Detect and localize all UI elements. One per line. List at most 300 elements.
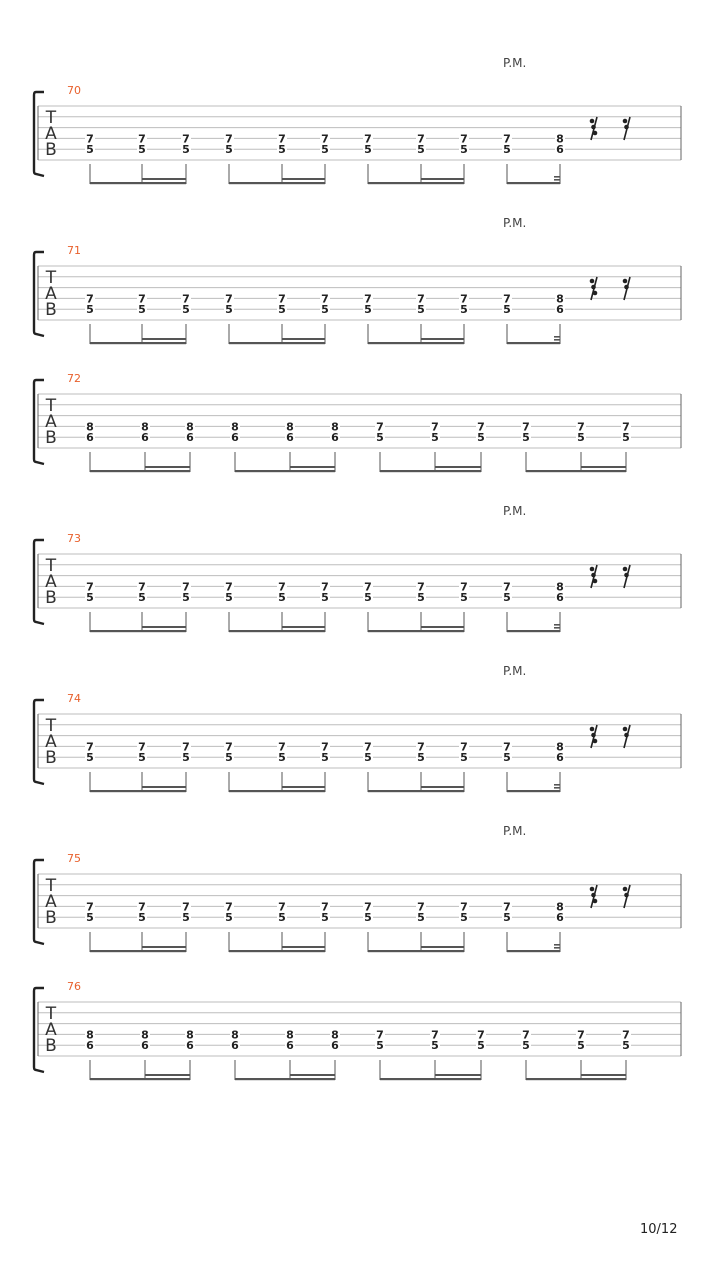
- fret-number: 6: [186, 431, 194, 445]
- fret-number: 5: [364, 143, 372, 157]
- beam: [380, 470, 481, 472]
- fret-number: 5: [417, 143, 425, 157]
- rest-flag-dot: [624, 285, 629, 290]
- rest-flag-dot: [590, 727, 595, 732]
- fret-number: 8: [231, 420, 239, 434]
- palm-mute-label: P.M.: [503, 504, 527, 518]
- fret-number: 8: [331, 420, 339, 434]
- fret-number: 5: [225, 303, 233, 317]
- beam-flag: [554, 784, 560, 786]
- beam-secondary: [142, 338, 186, 340]
- fret-number: 8: [86, 420, 94, 434]
- fret-number: 8: [556, 740, 564, 754]
- fret-number: 5: [577, 431, 585, 445]
- fret-number: 7: [278, 580, 286, 594]
- fret-number: 5: [278, 751, 286, 765]
- rest-flag-dot: [624, 893, 629, 898]
- rest-symbol: [590, 117, 598, 140]
- fret-number: 6: [86, 431, 94, 445]
- fret-number: 7: [417, 900, 425, 914]
- rest-flag-dot: [623, 567, 628, 572]
- tab-clef-letter: A: [45, 124, 57, 144]
- fret-number: 7: [182, 900, 190, 914]
- fret-number: 8: [286, 1028, 294, 1042]
- fret-number: 7: [417, 132, 425, 146]
- fret-number: 5: [431, 431, 439, 445]
- beam: [368, 342, 464, 344]
- fret-number: 8: [331, 1028, 339, 1042]
- system-bracket: [34, 988, 44, 1072]
- tab-clef-letter: T: [45, 1004, 57, 1024]
- beam-flag: [554, 336, 560, 338]
- beam-secondary: [282, 338, 325, 340]
- fret-number: 5: [86, 751, 94, 765]
- fret-number: 5: [321, 751, 329, 765]
- beam-secondary: [142, 786, 186, 788]
- fret-number: 7: [86, 740, 94, 754]
- rest-flag-dot: [593, 131, 598, 136]
- fret-number: 5: [460, 303, 468, 317]
- rest-flag-dot: [591, 893, 596, 898]
- fret-number: 7: [225, 740, 233, 754]
- measure-number: 70: [67, 84, 81, 97]
- beam: [90, 790, 186, 792]
- fret-number: 5: [477, 1039, 485, 1053]
- fret-number: 5: [477, 431, 485, 445]
- tab-system: [34, 56, 681, 184]
- fret-number: 6: [556, 911, 564, 925]
- beam: [90, 630, 186, 632]
- measure-number: 74: [67, 692, 81, 705]
- fret-number: 6: [186, 1039, 194, 1053]
- fret-number: 7: [321, 292, 329, 306]
- system-bracket: [34, 860, 44, 944]
- measure-number: 72: [67, 372, 81, 385]
- fret-number: 6: [556, 591, 564, 605]
- fret-number: 5: [417, 751, 425, 765]
- fret-number: 5: [364, 911, 372, 925]
- fret-number: 5: [138, 143, 146, 157]
- fret-number: 7: [477, 1028, 485, 1042]
- beam: [229, 342, 325, 344]
- tab-clef-letter: A: [45, 572, 57, 592]
- fret-number: 6: [331, 1039, 339, 1053]
- fret-number: 5: [503, 143, 511, 157]
- tab-clef-letter: B: [45, 748, 57, 768]
- fret-number: 7: [321, 900, 329, 914]
- beam: [90, 182, 186, 184]
- fret-number: 7: [182, 132, 190, 146]
- beam-secondary: [421, 626, 464, 628]
- fret-number: 5: [364, 303, 372, 317]
- beam-secondary: [421, 338, 464, 340]
- beam-secondary: [282, 178, 325, 180]
- rest-flag-dot: [590, 119, 595, 124]
- fret-number: 5: [417, 911, 425, 925]
- fret-number: 5: [417, 591, 425, 605]
- rest-flag-dot: [593, 739, 598, 744]
- tab-clef-letter: T: [45, 876, 57, 896]
- fret-number: 7: [225, 292, 233, 306]
- tab-system: [34, 372, 681, 472]
- fret-number: 5: [460, 143, 468, 157]
- fret-number: 6: [286, 431, 294, 445]
- measure-number: 73: [67, 532, 81, 545]
- fret-number: 7: [622, 420, 630, 434]
- fret-number: 7: [503, 900, 511, 914]
- page-number: 10/12: [640, 1222, 678, 1237]
- beam-secondary: [145, 466, 190, 468]
- rest-symbol: [623, 725, 630, 748]
- fret-number: 7: [417, 580, 425, 594]
- fret-number: 7: [278, 292, 286, 306]
- tab-clef-letter: A: [45, 284, 57, 304]
- fret-number: 7: [417, 292, 425, 306]
- fret-number: 8: [286, 420, 294, 434]
- rest-flag-dot: [623, 887, 628, 892]
- fret-number: 7: [225, 900, 233, 914]
- beam: [229, 630, 325, 632]
- beam-secondary: [142, 946, 186, 948]
- beam-secondary: [142, 626, 186, 628]
- fret-number: 5: [417, 303, 425, 317]
- beam: [380, 1078, 481, 1080]
- fret-number: 5: [86, 143, 94, 157]
- fret-number: 5: [138, 303, 146, 317]
- fret-number: 6: [286, 1039, 294, 1053]
- rest-symbol: [623, 885, 630, 908]
- fret-number: 6: [231, 1039, 239, 1053]
- fret-number: 7: [321, 580, 329, 594]
- fret-number: 5: [321, 911, 329, 925]
- beam: [90, 342, 186, 344]
- rest-flag-dot: [593, 899, 598, 904]
- fret-number: 8: [186, 420, 194, 434]
- beam: [235, 470, 335, 472]
- fret-number: 5: [376, 1039, 384, 1053]
- rest-flag-dot: [623, 119, 628, 124]
- fret-number: 7: [182, 580, 190, 594]
- fret-number: 7: [138, 292, 146, 306]
- fret-number: 7: [364, 132, 372, 146]
- rest-flag-dot: [591, 573, 596, 578]
- tab-clef-letter: T: [45, 268, 57, 288]
- rest-flag-dot: [591, 285, 596, 290]
- rest-flag-dot: [590, 887, 595, 892]
- fret-number: 5: [321, 303, 329, 317]
- fret-number: 5: [278, 303, 286, 317]
- fret-number: 5: [321, 591, 329, 605]
- beam: [229, 182, 325, 184]
- fret-number: 8: [141, 420, 149, 434]
- beam-flag: [554, 179, 560, 181]
- fret-number: 5: [460, 911, 468, 925]
- palm-mute-label: P.M.: [503, 824, 527, 838]
- beam-secondary: [282, 786, 325, 788]
- fret-number: 6: [141, 1039, 149, 1053]
- beam: [368, 182, 464, 184]
- rest-flag-dot: [593, 579, 598, 584]
- beam: [90, 1078, 190, 1080]
- fret-number: 7: [278, 740, 286, 754]
- beam: [507, 790, 560, 792]
- measure-number: 75: [67, 852, 81, 865]
- fret-number: 7: [321, 740, 329, 754]
- fret-number: 5: [182, 591, 190, 605]
- palm-mute-label: P.M.: [503, 56, 527, 70]
- fret-number: 5: [278, 591, 286, 605]
- fret-number: 5: [577, 1039, 585, 1053]
- beam: [526, 470, 626, 472]
- tab-clef-letter: B: [45, 428, 57, 448]
- fret-number: 5: [86, 911, 94, 925]
- rest-symbol: [590, 277, 598, 300]
- fret-number: 7: [364, 292, 372, 306]
- beam: [229, 790, 325, 792]
- beam: [90, 950, 186, 952]
- fret-number: 8: [556, 900, 564, 914]
- beam: [526, 1078, 626, 1080]
- fret-number: 7: [182, 740, 190, 754]
- tab-clef-letter: B: [45, 140, 57, 160]
- tab-system: [34, 664, 681, 792]
- beam-secondary: [581, 1074, 626, 1076]
- fret-number: 6: [556, 751, 564, 765]
- fret-number: 5: [503, 751, 511, 765]
- fret-number: 7: [503, 132, 511, 146]
- tab-clef-letter: T: [45, 556, 57, 576]
- beam-secondary: [435, 466, 481, 468]
- fret-number: 6: [331, 431, 339, 445]
- beam-flag: [554, 624, 560, 626]
- fret-number: 7: [278, 132, 286, 146]
- fret-number: 6: [556, 143, 564, 157]
- fret-number: 5: [522, 1039, 530, 1053]
- system-bracket: [34, 252, 44, 336]
- fret-number: 5: [460, 591, 468, 605]
- fret-number: 7: [86, 132, 94, 146]
- tab-clef-letter: T: [45, 396, 57, 416]
- fret-number: 5: [225, 751, 233, 765]
- fret-number: 8: [556, 132, 564, 146]
- fret-number: 5: [138, 911, 146, 925]
- fret-number: 6: [556, 303, 564, 317]
- fret-number: 5: [225, 143, 233, 157]
- system-bracket: [34, 380, 44, 464]
- fret-number: 7: [86, 580, 94, 594]
- fret-number: 5: [182, 911, 190, 925]
- beam-secondary: [435, 1074, 481, 1076]
- rest-symbol: [623, 565, 630, 588]
- fret-number: 7: [138, 132, 146, 146]
- fret-number: 7: [503, 580, 511, 594]
- fret-number: 5: [182, 143, 190, 157]
- beam: [368, 790, 464, 792]
- fret-number: 5: [364, 591, 372, 605]
- rest-flag-dot: [593, 291, 598, 296]
- tab-clef-letter: T: [45, 716, 57, 736]
- fret-number: 8: [231, 1028, 239, 1042]
- tab-clef-letter: A: [45, 892, 57, 912]
- tab-clef-letter: A: [45, 412, 57, 432]
- fret-number: 5: [321, 143, 329, 157]
- beam-flag: [554, 787, 560, 789]
- palm-mute-label: P.M.: [503, 216, 527, 230]
- beam-flag: [554, 339, 560, 341]
- rest-flag-dot: [624, 573, 629, 578]
- rest-flag-dot: [590, 567, 595, 572]
- fret-number: 7: [503, 740, 511, 754]
- beam: [507, 182, 560, 184]
- fret-number: 7: [577, 420, 585, 434]
- fret-number: 7: [460, 740, 468, 754]
- fret-number: 8: [186, 1028, 194, 1042]
- tab-system: [34, 504, 681, 632]
- tab-system: [34, 216, 681, 344]
- beam: [90, 470, 190, 472]
- measure-number: 71: [67, 244, 81, 257]
- fret-number: 5: [182, 303, 190, 317]
- fret-number: 5: [225, 911, 233, 925]
- system-bracket: [34, 700, 44, 784]
- fret-number: 5: [503, 911, 511, 925]
- beam-secondary: [282, 946, 325, 948]
- fret-number: 7: [522, 1028, 530, 1042]
- beam-secondary: [290, 1074, 335, 1076]
- fret-number: 5: [622, 1039, 630, 1053]
- rest-symbol: [590, 885, 598, 908]
- beam: [507, 630, 560, 632]
- fret-number: 5: [86, 591, 94, 605]
- fret-number: 5: [138, 751, 146, 765]
- beam-secondary: [581, 466, 626, 468]
- beam-secondary: [421, 786, 464, 788]
- rest-symbol: [623, 117, 630, 140]
- fret-number: 7: [577, 1028, 585, 1042]
- rest-flag-dot: [591, 733, 596, 738]
- tab-clef-letter: A: [45, 732, 57, 752]
- tab-clef-letter: A: [45, 1020, 57, 1040]
- beam: [368, 950, 464, 952]
- fret-number: 5: [431, 1039, 439, 1053]
- fret-number: 5: [86, 303, 94, 317]
- rest-flag-dot: [623, 279, 628, 284]
- beam: [368, 630, 464, 632]
- fret-number: 7: [278, 900, 286, 914]
- fret-number: 5: [182, 751, 190, 765]
- fret-number: 5: [278, 911, 286, 925]
- rest-flag-dot: [591, 125, 596, 130]
- measure-number: 76: [67, 980, 81, 993]
- fret-number: 5: [376, 431, 384, 445]
- fret-number: 5: [503, 591, 511, 605]
- fret-number: 5: [364, 751, 372, 765]
- tab-system: [34, 980, 681, 1080]
- fret-number: 7: [417, 740, 425, 754]
- fret-number: 5: [622, 431, 630, 445]
- fret-number: 7: [138, 580, 146, 594]
- fret-number: 6: [141, 431, 149, 445]
- fret-number: 8: [556, 292, 564, 306]
- beam-secondary: [290, 466, 335, 468]
- fret-number: 8: [556, 580, 564, 594]
- fret-number: 7: [622, 1028, 630, 1042]
- beam-secondary: [142, 178, 186, 180]
- fret-number: 7: [460, 132, 468, 146]
- tab-clef-letter: T: [45, 108, 57, 128]
- rest-flag-dot: [624, 733, 629, 738]
- tab-clef-letter: B: [45, 1036, 57, 1056]
- fret-number: 7: [138, 900, 146, 914]
- fret-number: 5: [138, 591, 146, 605]
- palm-mute-label: P.M.: [503, 664, 527, 678]
- fret-number: 6: [86, 1039, 94, 1053]
- fret-number: 7: [460, 580, 468, 594]
- tab-clef-letter: B: [45, 908, 57, 928]
- fret-number: 7: [376, 420, 384, 434]
- fret-number: 7: [321, 132, 329, 146]
- beam-flag: [554, 944, 560, 946]
- fret-number: 7: [522, 420, 530, 434]
- fret-number: 7: [86, 292, 94, 306]
- fret-number: 5: [278, 143, 286, 157]
- beam: [507, 342, 560, 344]
- rest-symbol: [623, 277, 630, 300]
- fret-number: 7: [364, 580, 372, 594]
- fret-number: 5: [522, 431, 530, 445]
- fret-number: 7: [460, 900, 468, 914]
- fret-number: 7: [431, 1028, 439, 1042]
- tab-system: [34, 824, 681, 952]
- rest-flag-dot: [624, 125, 629, 130]
- rest-symbol: [590, 565, 598, 588]
- tab-clef-letter: B: [45, 300, 57, 320]
- beam-secondary: [145, 1074, 190, 1076]
- fret-number: 7: [225, 580, 233, 594]
- beam-secondary: [421, 946, 464, 948]
- fret-number: 8: [141, 1028, 149, 1042]
- fret-number: 7: [364, 740, 372, 754]
- beam-flag: [554, 176, 560, 178]
- fret-number: 5: [503, 303, 511, 317]
- fret-number: 7: [225, 132, 233, 146]
- fret-number: 7: [138, 740, 146, 754]
- rest-symbol: [590, 725, 598, 748]
- beam: [235, 1078, 335, 1080]
- rest-flag-dot: [590, 279, 595, 284]
- fret-number: 8: [86, 1028, 94, 1042]
- fret-number: 7: [376, 1028, 384, 1042]
- system-bracket: [34, 92, 44, 176]
- beam: [507, 950, 560, 952]
- rest-flag-dot: [623, 727, 628, 732]
- fret-number: 7: [460, 292, 468, 306]
- fret-number: 5: [225, 591, 233, 605]
- fret-number: 7: [477, 420, 485, 434]
- beam-flag: [554, 947, 560, 949]
- fret-number: 7: [364, 900, 372, 914]
- beam-flag: [554, 627, 560, 629]
- beam-secondary: [421, 178, 464, 180]
- fret-number: 7: [182, 292, 190, 306]
- fret-number: 6: [231, 431, 239, 445]
- fret-number: 7: [86, 900, 94, 914]
- system-bracket: [34, 540, 44, 624]
- fret-number: 5: [460, 751, 468, 765]
- tab-clef-letter: B: [45, 588, 57, 608]
- fret-number: 7: [503, 292, 511, 306]
- fret-number: 7: [431, 420, 439, 434]
